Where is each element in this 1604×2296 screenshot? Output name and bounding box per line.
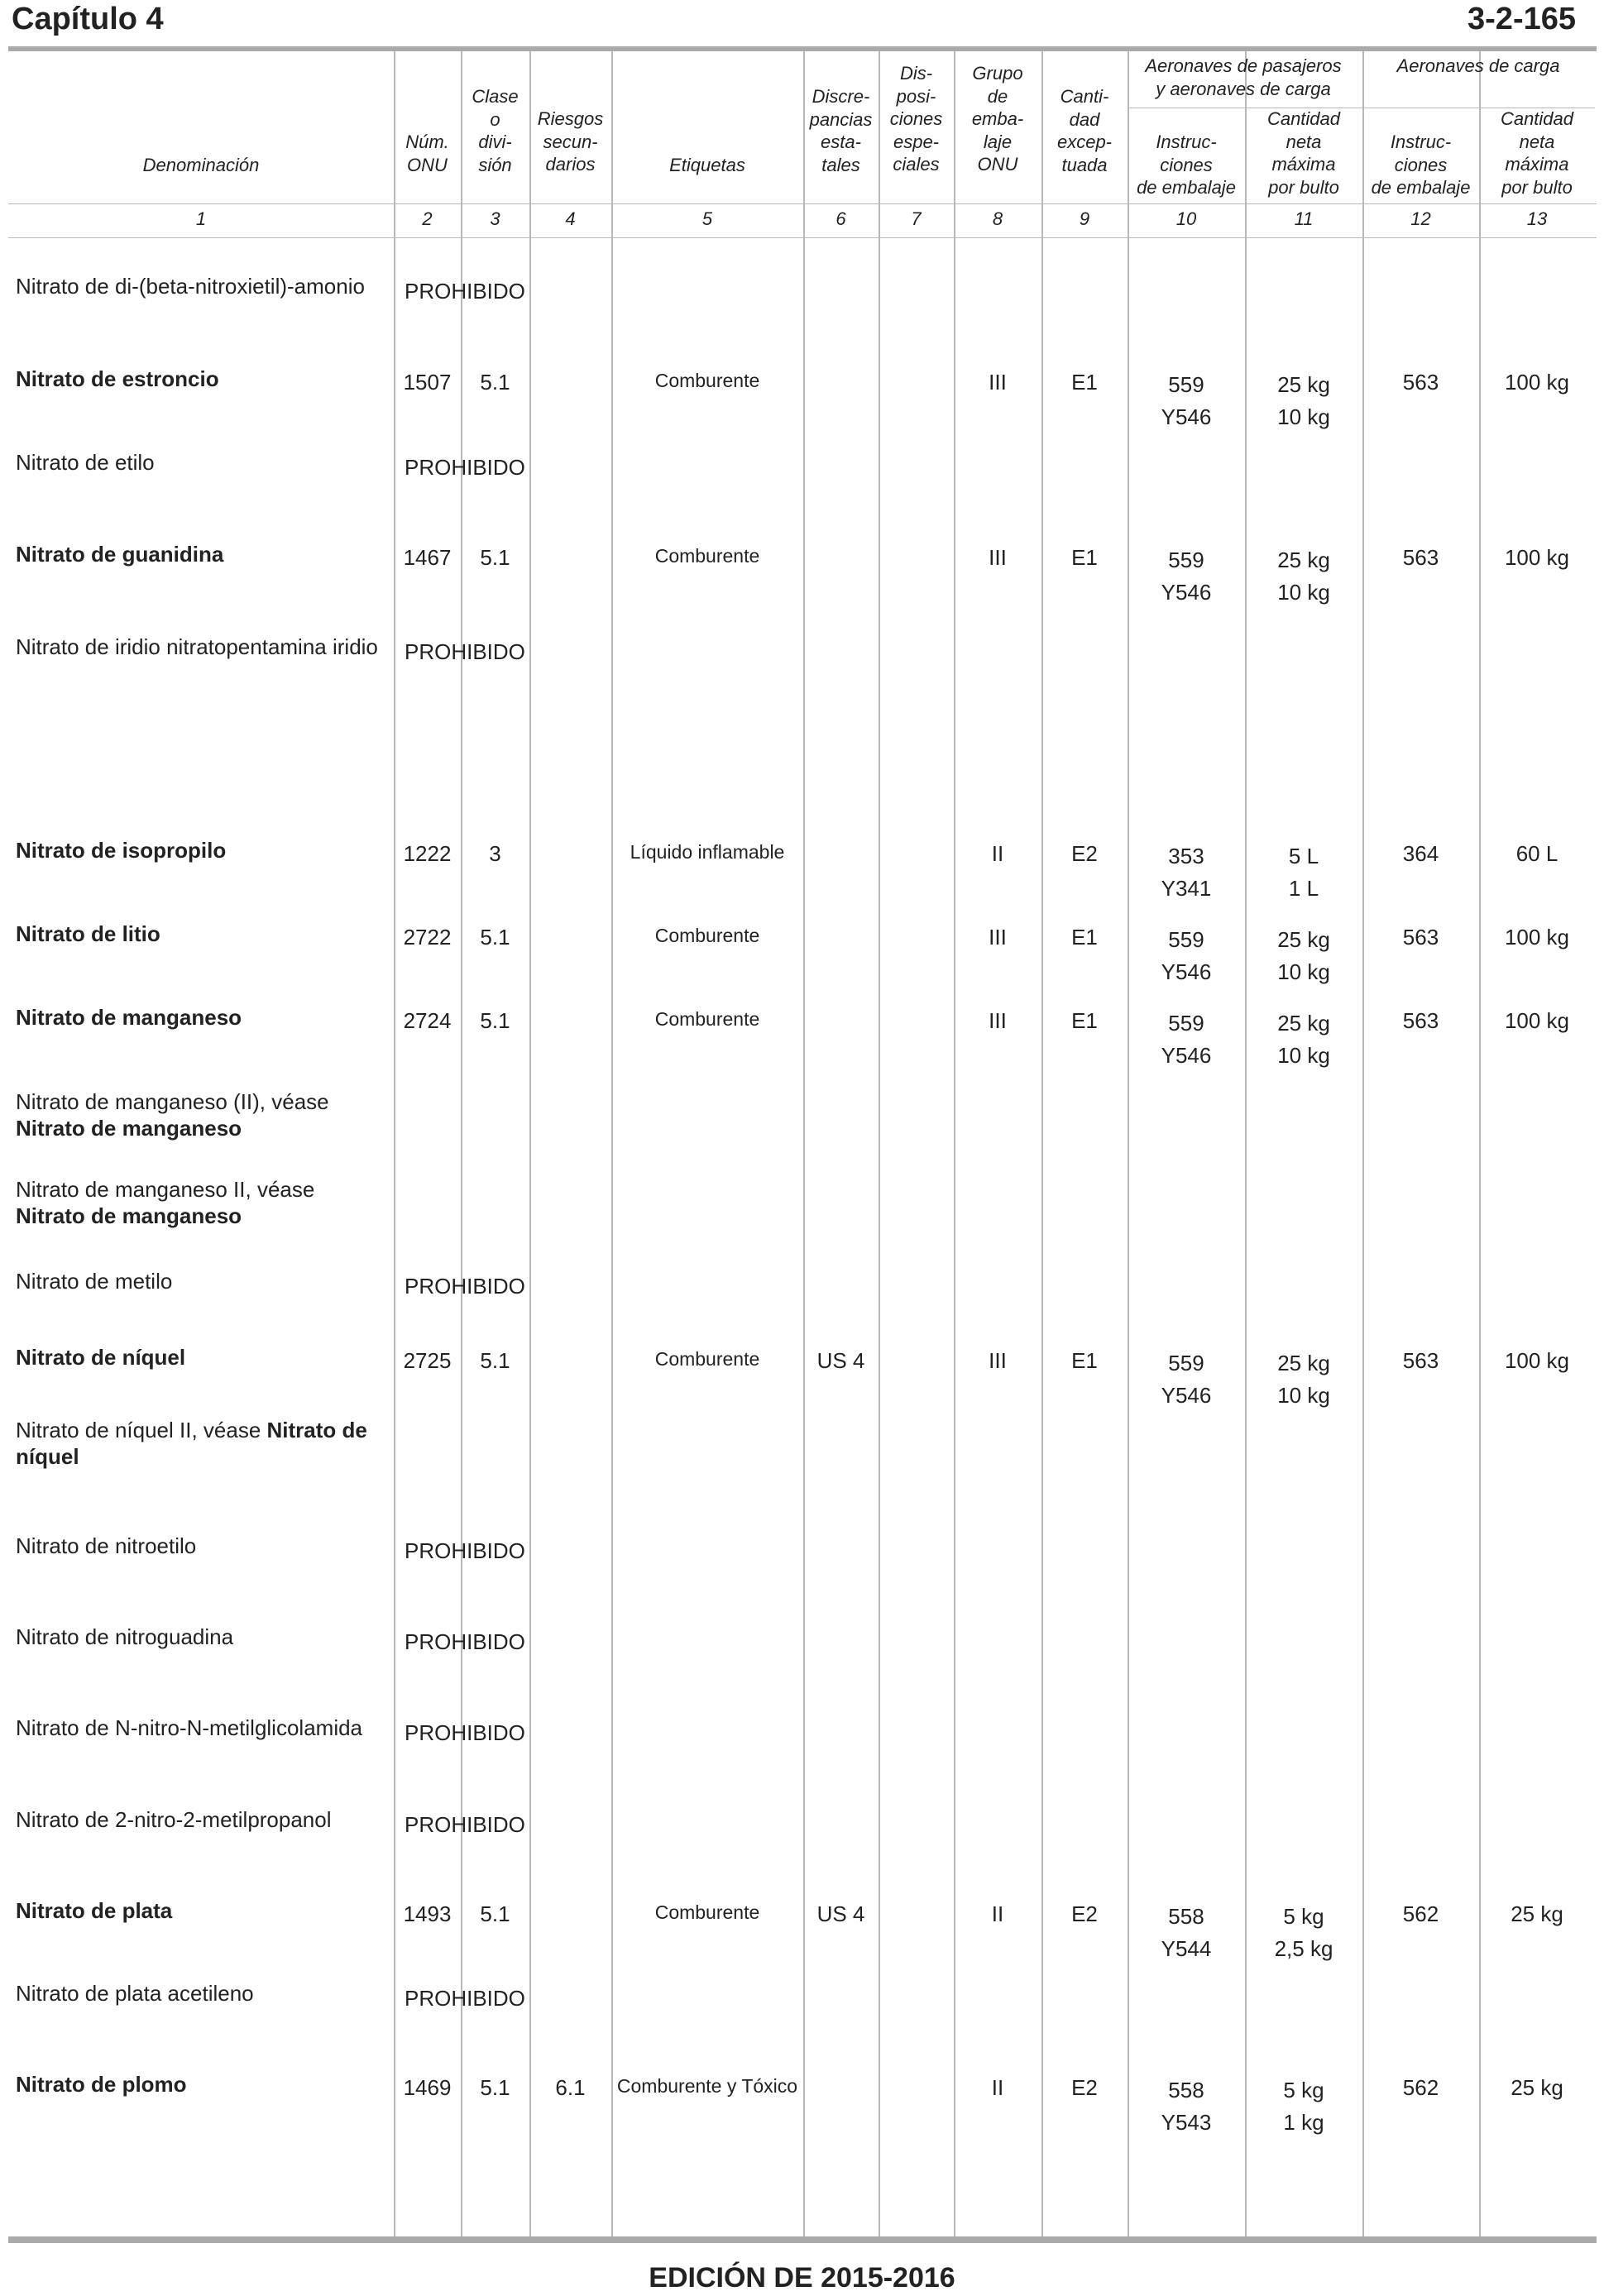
cell-un: 2722 bbox=[403, 925, 452, 949]
substance-name-part: Nitrato de N-nitro-N-metilglicolamida bbox=[16, 1715, 363, 1740]
cell-un: 1467 bbox=[403, 545, 452, 570]
cell-cls: 5.1 bbox=[480, 1008, 510, 1033]
substance-name-part: Nitrato de níquel II, véase bbox=[16, 1418, 267, 1442]
substance-name-part: Nitrato de manganeso bbox=[16, 1005, 242, 1030]
substance-name bbox=[16, 1268, 388, 1294]
cell-pi: 559 Y546 bbox=[1161, 1011, 1212, 1068]
column-number-11: 11 bbox=[1294, 208, 1314, 229]
cell-pg: III bbox=[989, 370, 1007, 395]
substance-name-part: Nitrato de etilo bbox=[16, 450, 155, 475]
substance-name-part: Nitrato de 2-nitro-2-metilpropanol bbox=[16, 1807, 332, 1832]
cell-cq: 25 kg bbox=[1511, 2075, 1563, 2100]
substance-name-part: Nitrato de manganeso bbox=[16, 1116, 242, 1141]
column-number-7: 7 bbox=[911, 208, 922, 229]
cell-cls: 5.1 bbox=[480, 545, 510, 570]
column-number-2: 2 bbox=[422, 208, 433, 229]
substance-name-part: Nitrato de estroncio bbox=[16, 366, 219, 391]
cell-pi: 559 Y546 bbox=[1161, 548, 1212, 605]
cell-cls: 5.1 bbox=[480, 2075, 510, 2100]
substance-name bbox=[16, 1088, 388, 1141]
substance-name bbox=[16, 1715, 388, 1741]
cell-pq: 5 kg 1 kg bbox=[1283, 2078, 1324, 2135]
substance-name bbox=[16, 1417, 388, 1470]
column-header-10: Instruc- ciones de embalaje bbox=[1137, 132, 1236, 198]
prohibited-label: PROHIBIDO bbox=[405, 1629, 525, 1654]
substance-name-part: Nitrato de plata acetileno bbox=[16, 1981, 254, 2006]
cell-label: Comburente y Tóxico bbox=[616, 2075, 798, 2097]
cell-cq: 100 kg bbox=[1504, 1008, 1570, 1033]
substance-name bbox=[16, 449, 388, 476]
cell-cls: 5.1 bbox=[480, 925, 510, 949]
cell-cls: 3 bbox=[489, 841, 501, 866]
cell-ci: 563 bbox=[1402, 1008, 1439, 1033]
prohibited-label: PROHIBIDO bbox=[405, 639, 525, 664]
cell-eq: E1 bbox=[1071, 545, 1098, 570]
chapter-title: Capítulo 4 bbox=[12, 2, 164, 36]
bottom-rule bbox=[8, 2236, 1597, 2243]
cell-label: Líquido inflamable bbox=[630, 841, 785, 863]
cell-un: 1469 bbox=[403, 2075, 452, 2100]
substance-name-part: Nitrato de manganeso II, véase bbox=[16, 1177, 315, 1202]
substance-name bbox=[16, 1980, 388, 2007]
cell-eq: E1 bbox=[1071, 370, 1098, 395]
substance-name-part: Nitrato de plata bbox=[16, 1898, 173, 1923]
column-header-13: Cantidad neta máxima por bulto bbox=[1500, 108, 1574, 198]
cell-un: 2725 bbox=[403, 1348, 452, 1373]
cell-state: US 4 bbox=[816, 1348, 865, 1373]
substance-name bbox=[16, 1176, 388, 1229]
substance-name bbox=[16, 1897, 388, 1924]
cell-ci: 562 bbox=[1402, 1901, 1439, 1926]
cell-cls: 5.1 bbox=[480, 1901, 510, 1926]
prohibited-label: PROHIBIDO bbox=[405, 1720, 525, 1745]
cell-pg: III bbox=[989, 1008, 1007, 1033]
substance-name bbox=[16, 541, 388, 567]
page-number: 3-2-165 bbox=[1468, 2, 1576, 36]
prohibited-label: PROHIBIDO bbox=[405, 1812, 525, 1837]
cell-pg: II bbox=[991, 2075, 1004, 2100]
column-header-8: Grupo de emba- laje ONU bbox=[971, 63, 1024, 175]
header-bottom-divider bbox=[8, 237, 1597, 238]
substance-name bbox=[16, 634, 388, 660]
column-number-10: 10 bbox=[1175, 208, 1197, 229]
edition-footer: EDICIÓN DE 2015-2016 bbox=[649, 2262, 955, 2294]
column-number-4: 4 bbox=[565, 208, 576, 229]
column-header-1: Denominación bbox=[142, 155, 260, 175]
substance-name-part: Nitrato de guanidina bbox=[16, 542, 224, 567]
cell-eq: E2 bbox=[1071, 841, 1098, 866]
substance-name bbox=[16, 921, 388, 947]
column-header-5: Etiquetas bbox=[669, 155, 745, 175]
cell-pg: II bbox=[991, 1901, 1004, 1926]
substance-name-part: Nitrato de nitroguadina bbox=[16, 1624, 234, 1649]
cell-un: 1222 bbox=[403, 841, 452, 866]
substance-name bbox=[16, 273, 388, 299]
cell-cls: 5.1 bbox=[480, 370, 510, 395]
cell-pq: 25 kg 10 kg bbox=[1277, 1011, 1330, 1068]
cell-cq: 100 kg bbox=[1504, 370, 1570, 395]
cell-label: Comburente bbox=[654, 1008, 760, 1030]
cell-cq: 25 kg bbox=[1511, 1901, 1563, 1926]
cell-cq: 100 kg bbox=[1504, 1348, 1570, 1373]
substance-name-part: Nitrato de di-(beta-nitroxietil)-amonio bbox=[16, 274, 365, 299]
column-header-2: Núm. ONU bbox=[405, 132, 449, 175]
cell-pi: 558 Y543 bbox=[1161, 2078, 1212, 2135]
cell-cq: 60 L bbox=[1515, 841, 1559, 866]
cell-pi: 558 Y544 bbox=[1161, 1904, 1212, 1961]
cell-label: Comburente bbox=[654, 1901, 760, 1923]
substance-name bbox=[16, 2071, 388, 2097]
column-divider bbox=[879, 51, 880, 2236]
cell-eq: E2 bbox=[1071, 1901, 1098, 1926]
cell-pq: 25 kg 10 kg bbox=[1277, 548, 1330, 605]
substance-name-part: Nitrato de iridio nitratopentamina iridio bbox=[16, 634, 378, 659]
top-rule bbox=[8, 46, 1597, 51]
substance-name bbox=[16, 1533, 388, 1559]
substance-name-part: Nitrato de manganeso bbox=[16, 1203, 242, 1228]
substance-name bbox=[16, 1344, 388, 1370]
column-header-4: Riesgos secun- darios bbox=[537, 108, 604, 175]
substance-name-part: Nitrato de nitroetilo bbox=[16, 1533, 197, 1558]
cell-cq: 100 kg bbox=[1504, 925, 1570, 949]
column-number-6: 6 bbox=[836, 208, 846, 229]
substance-name-part: Nitrato de plomo bbox=[16, 2072, 187, 2097]
cell-ci: 562 bbox=[1402, 2075, 1439, 2100]
substance-name bbox=[16, 837, 388, 863]
column-number-13: 13 bbox=[1526, 208, 1548, 229]
substance-name-part: Nitrato de níquel bbox=[16, 1345, 186, 1370]
cell-un: 1507 bbox=[403, 370, 452, 395]
cell-eq: E1 bbox=[1071, 925, 1098, 949]
substance-name-part: Nitrato de isopropilo bbox=[16, 838, 227, 863]
cell-pi: 559 Y546 bbox=[1161, 1351, 1212, 1408]
cell-pg: III bbox=[989, 1348, 1007, 1373]
cell-ci: 563 bbox=[1402, 925, 1439, 949]
cell-pg: II bbox=[991, 841, 1004, 866]
cell-ci: 364 bbox=[1402, 841, 1439, 866]
cell-state: US 4 bbox=[816, 1901, 865, 1926]
column-header-6: Discre- pancias esta- tales bbox=[809, 86, 873, 175]
cell-pi: 559 Y546 bbox=[1161, 372, 1212, 429]
cell-ci: 563 bbox=[1402, 1348, 1439, 1373]
column-header-7: Dis- posi- ciones espe- ciales bbox=[889, 63, 943, 175]
column-header-9: Canti- dad excep- tuada bbox=[1056, 86, 1113, 175]
cell-pq: 25 kg 10 kg bbox=[1277, 927, 1330, 984]
column-header-11: Cantidad neta máxima por bulto bbox=[1266, 108, 1341, 198]
cell-label: Comburente bbox=[654, 925, 760, 946]
cell-pi: 559 Y546 bbox=[1161, 927, 1212, 984]
column-number-5: 5 bbox=[701, 208, 713, 229]
cell-un: 1493 bbox=[403, 1901, 452, 1926]
substance-name bbox=[16, 1806, 388, 1833]
column-number-1: 1 bbox=[195, 208, 207, 229]
cell-label: Comburente bbox=[654, 1348, 760, 1370]
substance-name bbox=[16, 1004, 388, 1031]
cell-pq: 25 kg 10 kg bbox=[1277, 372, 1330, 429]
column-number-3: 3 bbox=[490, 208, 500, 229]
cell-pi: 353 Y341 bbox=[1161, 844, 1212, 901]
substance-name-part: Nitrato de metilo bbox=[16, 1269, 173, 1294]
cell-sub: 6.1 bbox=[555, 2075, 586, 2100]
cell-pg: III bbox=[989, 925, 1007, 949]
cell-ci: 563 bbox=[1402, 370, 1439, 395]
cell-ci: 563 bbox=[1402, 545, 1439, 570]
prohibited-label: PROHIBIDO bbox=[405, 1986, 525, 2011]
substance-name-part: Nitrato de níquel bbox=[16, 1418, 367, 1469]
column-divider bbox=[529, 51, 531, 2236]
substance-name-part: Nitrato de manganeso (II), véase bbox=[16, 1089, 329, 1114]
cell-pq: 5 kg 2,5 kg bbox=[1274, 1904, 1333, 1961]
cell-eq: E1 bbox=[1071, 1008, 1098, 1033]
prohibited-label: PROHIBIDO bbox=[405, 1538, 525, 1563]
prohibited-label: PROHIBIDO bbox=[405, 455, 525, 480]
cell-pq: 5 L 1 L bbox=[1288, 844, 1319, 901]
cell-pq: 25 kg 10 kg bbox=[1277, 1351, 1330, 1408]
header-divider bbox=[8, 203, 1597, 204]
group-cargo-header: Aeronaves de carga bbox=[1396, 55, 1560, 76]
column-number-12: 12 bbox=[1410, 208, 1431, 229]
column-number-9: 9 bbox=[1079, 208, 1090, 229]
column-header-12: Instruc- ciones de embalaje bbox=[1371, 132, 1471, 198]
cell-eq: E1 bbox=[1071, 1348, 1098, 1373]
column-header-3: Clase o divi- sión bbox=[472, 86, 519, 175]
group-passenger-header: Aeronaves de pasajeros y aeronaves de carga bbox=[1145, 55, 1342, 99]
prohibited-label: PROHIBIDO bbox=[405, 1274, 525, 1299]
substance-name bbox=[16, 366, 388, 392]
cell-un: 2724 bbox=[403, 1008, 452, 1033]
cell-eq: E2 bbox=[1071, 2075, 1098, 2100]
substance-name bbox=[16, 1624, 388, 1650]
prohibited-label: PROHIBIDO bbox=[405, 279, 525, 304]
cell-cls: 5.1 bbox=[480, 1348, 510, 1373]
cell-label: Comburente bbox=[654, 545, 760, 567]
substance-name-part: Nitrato de litio bbox=[16, 921, 160, 946]
cell-cq: 100 kg bbox=[1504, 545, 1570, 570]
column-number-8: 8 bbox=[992, 208, 1003, 229]
cell-label: Comburente bbox=[654, 370, 760, 391]
cell-pg: III bbox=[989, 545, 1007, 570]
